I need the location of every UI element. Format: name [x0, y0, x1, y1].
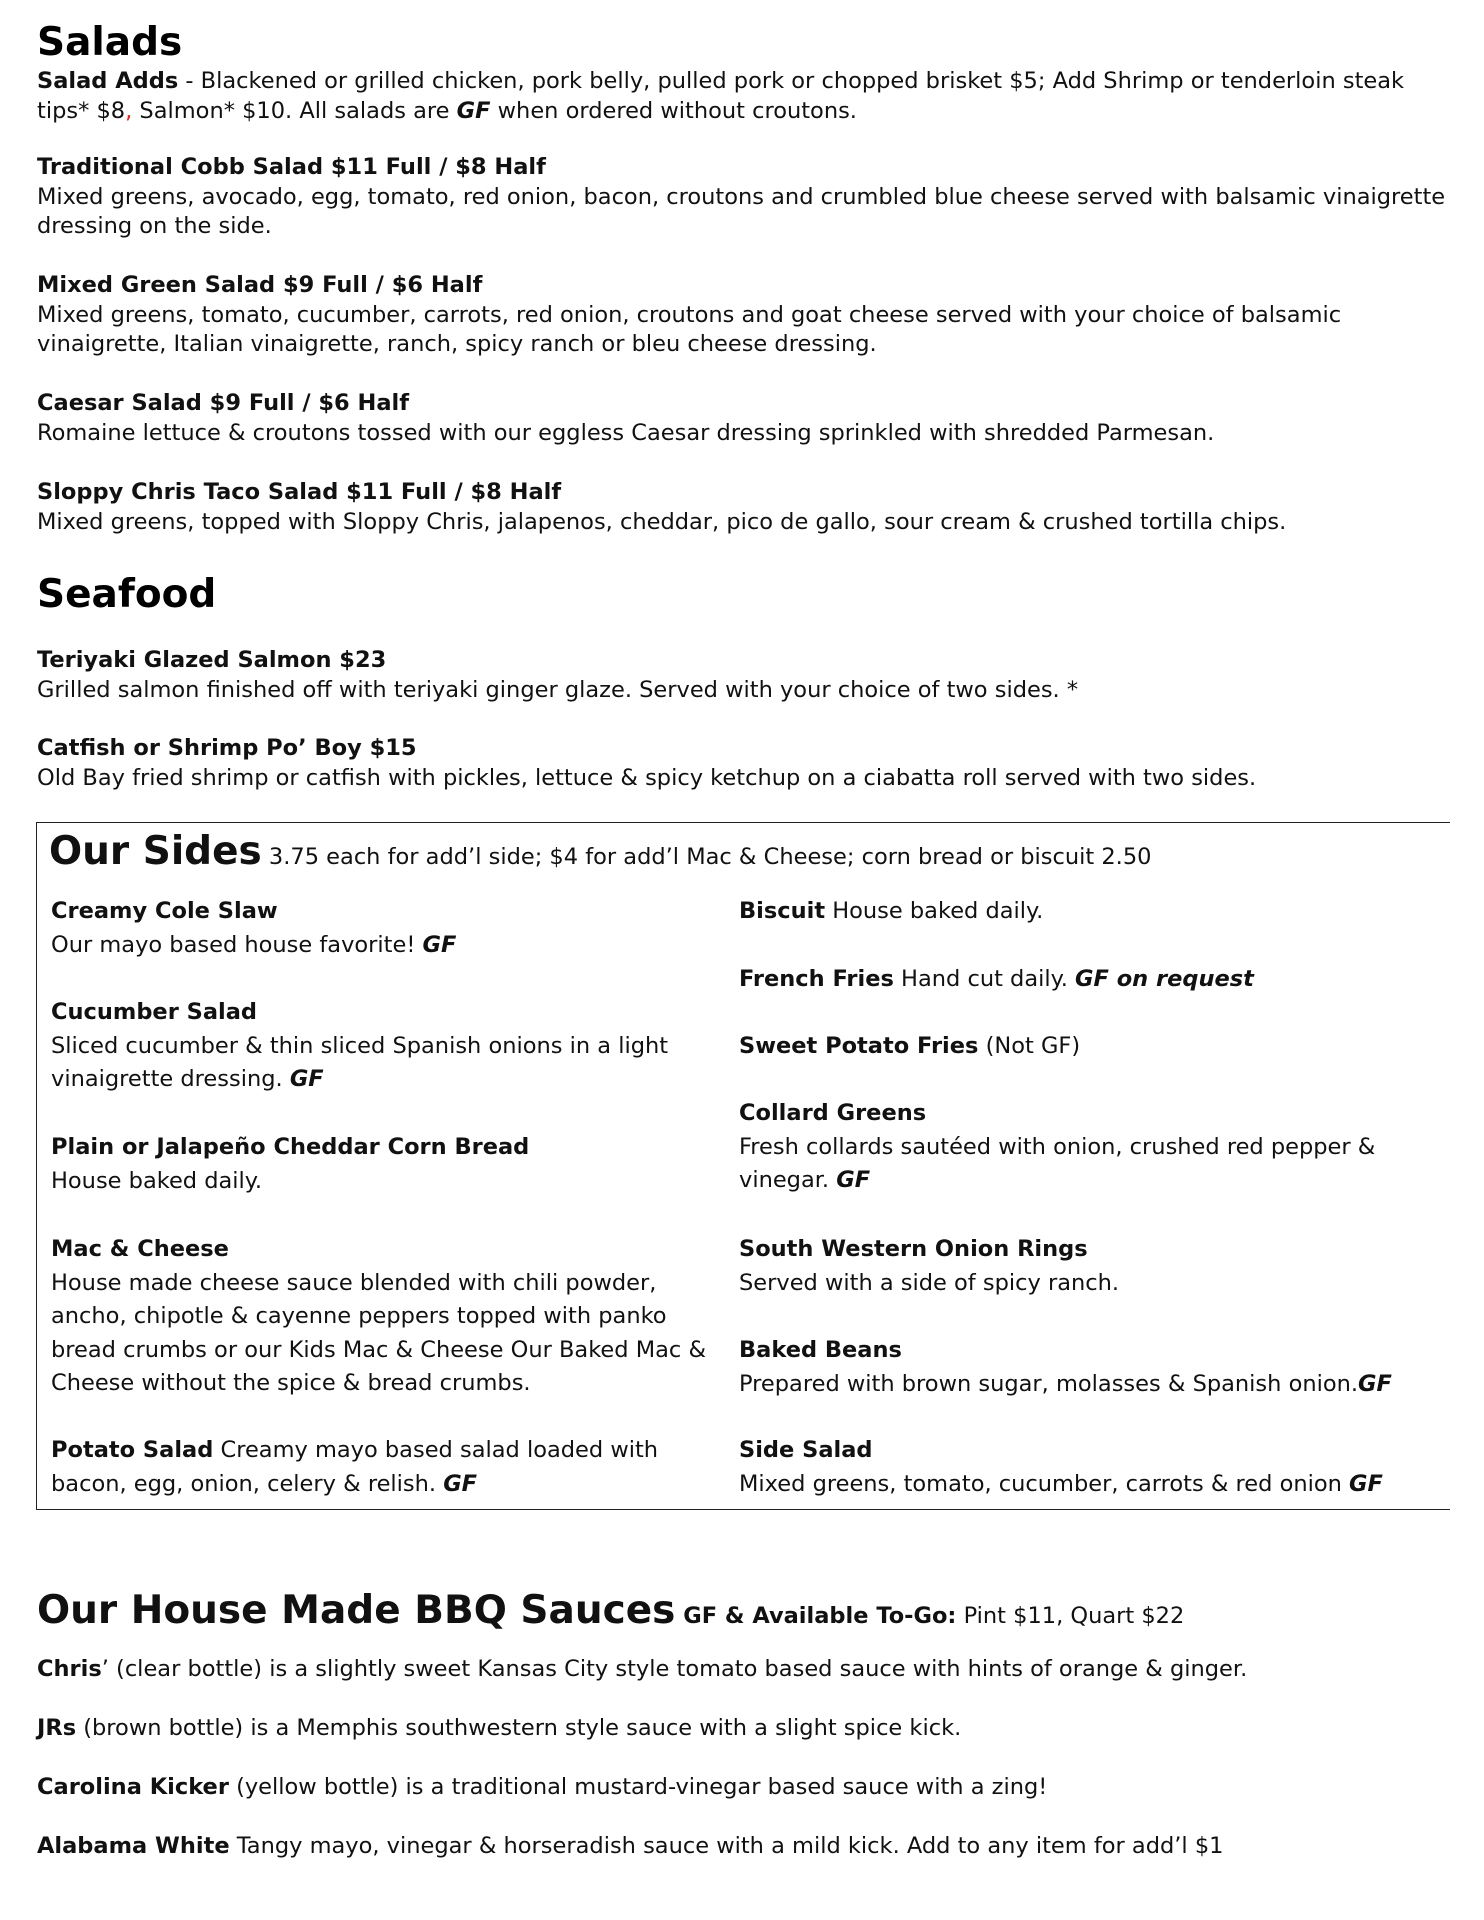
side-desc: Hand cut daily. — [893, 966, 1076, 992]
salad-adds-text-c: when ordered without croutons. — [490, 97, 857, 124]
side-name: Biscuit — [739, 898, 826, 924]
gf-tag: GF — [1349, 1470, 1383, 1497]
item-desc: Mixed greens, avocado, egg, tomato, red onion, bacon, croutons and crumbled blue cheese served with balsamic vinaigrette dressing on the side. — [37, 183, 1446, 239]
side-onion-rings — [739, 1233, 1449, 1300]
salad-adds-comma: , — [125, 97, 133, 124]
sauce-chris — [37, 1655, 1247, 1685]
item-desc: Old Bay fried shrimp or catfish with pickles, lettuce & spicy ketchup on a ciabatta roll served with two sides. — [37, 764, 1257, 791]
sauce-alabama-white — [37, 1832, 1223, 1862]
side-desc: Our mayo based house favorite! — [51, 931, 423, 958]
salad-adds-text-b: Salmon* $10. All salads are — [132, 97, 457, 124]
side-collard-greens — [739, 1097, 1449, 1198]
menu-item-caesar-salad — [37, 389, 1457, 448]
salads-heading: Salads — [37, 20, 183, 65]
menu-item-mixed-green-salad — [37, 271, 1457, 360]
sides-box — [36, 822, 1450, 1510]
sauce-desc: Tangy mayo, vinegar & horseradish sauce with a mild kick. Add to any item for add’l $1 — [229, 1833, 1224, 1859]
side-desc: House baked daily. — [51, 1167, 263, 1194]
side-baked-beans — [739, 1334, 1449, 1401]
sauce-name: Alabama White — [37, 1833, 230, 1859]
item-name: Caesar Salad $9 Full / $6 Half — [37, 390, 410, 416]
item-name: Teriyaki Glazed Salmon $23 — [37, 647, 387, 673]
side-name: Baked Beans — [739, 1337, 902, 1363]
menu-item-cobb-salad — [37, 153, 1457, 242]
item-name: Catfish or Shrimp Po’ Boy $15 — [37, 735, 417, 761]
side-corn-bread — [51, 1131, 731, 1198]
sauces-heading — [37, 1588, 1184, 1634]
item-name: Sloppy Chris Taco Salad $11 Full / $8 Half — [37, 479, 562, 505]
sides-title: Our Sides — [49, 829, 262, 874]
sauce-name: Chris — [37, 1656, 102, 1682]
sauces-title: Our House Made BBQ Sauces — [37, 1588, 676, 1633]
sauce-desc: (yellow bottle) is a traditional mustard-vinegar based sauce with a zing! — [228, 1774, 1048, 1800]
gf-tag: GF on request — [1075, 966, 1254, 992]
salad-adds-gf: GF — [456, 97, 491, 124]
side-name: Creamy Cole Slaw — [51, 898, 278, 924]
side-name: Collard Greens — [739, 1100, 927, 1126]
side-desc: (Not GF) — [978, 1033, 1081, 1059]
menu-item-teriyaki-salmon — [37, 646, 1457, 705]
gf-tag: GF — [443, 1470, 478, 1497]
item-desc: Mixed greens, topped with Sloppy Chris, jalapenos, cheddar, pico de gallo, sour cream & crushed tortilla chips. — [37, 508, 1287, 535]
side-name: Mac & Cheese — [51, 1236, 229, 1262]
menu-item-po-boy — [37, 734, 1457, 793]
sauce-jrs — [37, 1714, 961, 1744]
side-desc: Fresh collards sautéed with onion, crushed red pepper & vinegar. — [739, 1133, 1376, 1193]
side-biscuit — [739, 895, 1449, 929]
side-potato-salad — [51, 1434, 731, 1501]
side-desc: House made cheese sauce blended with chili powder, ancho, chipotle & cayenne peppers topped with panko bread crumbs or our Kids Mac & Cheese Our Baked Mac & Cheese without the spice & bread crumbs. — [51, 1269, 706, 1396]
sides-pricing-note: 3.75 each for add’l side; $4 for add’l Mac & Cheese; corn bread or biscuit 2.50 — [261, 844, 1152, 870]
sauce-carolina-kicker — [37, 1773, 1047, 1803]
gf-tag: GF — [422, 931, 457, 958]
side-desc: Served with a side of spicy ranch. — [739, 1269, 1120, 1296]
sides-heading — [49, 829, 1151, 875]
side-name: Sweet Potato Fries — [739, 1033, 979, 1059]
sauces-note-bold: GF & Available To-Go: — [675, 1603, 957, 1629]
gf-tag: GF — [289, 1066, 324, 1092]
salad-adds — [37, 67, 1457, 126]
item-name: Traditional Cobb Salad $11 Full / $8 Half — [37, 154, 546, 180]
side-desc: Creamy mayo based salad loaded with bacon, egg, onion, celery & relish. — [51, 1437, 659, 1497]
item-desc: Romaine lettuce & croutons tossed with our eggless Caesar dressing sprinkled with shredded Parmesan. — [37, 419, 1215, 446]
side-cole-slaw — [51, 895, 731, 962]
sauce-name: Carolina Kicker — [37, 1774, 229, 1800]
side-name: Potato Salad — [51, 1437, 214, 1463]
item-desc: Grilled salmon finished off with teriyaki ginger glaze. Served with your choice of two sides. * — [37, 676, 1079, 703]
side-name: South Western Onion Rings — [739, 1236, 1088, 1262]
item-name: Mixed Green Salad $9 Full / $6 Half — [37, 272, 483, 298]
side-mac-and-cheese — [51, 1233, 731, 1401]
sauce-desc: ’ (clear bottle) is a slightly sweet Kansas City style tomato based sauce with hints of orange & ginger. — [101, 1656, 1248, 1682]
sauce-desc: (brown bottle) is a Memphis southwestern style sauce with a slight spice kick. — [76, 1715, 962, 1741]
side-name: Plain or Jalapeño Cheddar Corn Bread — [51, 1134, 530, 1160]
side-sweet-potato-fries — [739, 1030, 1449, 1064]
menu-item-taco-salad — [37, 478, 1457, 537]
side-desc: Mixed greens, tomato, cucumber, carrots & red onion — [739, 1470, 1350, 1497]
salad-adds-text: - Blackened or grilled chicken, pork belly, pulled pork or chopped brisket $5; Add Shrimp or tenderloin steak tips* $8 — [37, 68, 1405, 124]
gf-tag: GF — [1358, 1370, 1392, 1397]
seafood-heading: Seafood — [37, 572, 217, 617]
sauce-name: JRs — [37, 1715, 77, 1741]
side-desc: Sliced cucumber & thin sliced Spanish onions in a light vinaigrette dressing. — [51, 1032, 669, 1092]
side-french-fries — [739, 963, 1449, 997]
side-desc: Prepared with brown sugar, molasses & Spanish onion. — [739, 1370, 1359, 1397]
side-name: Cucumber Salad — [51, 999, 258, 1025]
salad-adds-label: Salad Adds — [37, 68, 179, 94]
sauces-note: Pint $11, Quart $22 — [956, 1603, 1185, 1629]
side-side-salad — [739, 1434, 1449, 1501]
side-desc: House baked daily. — [825, 898, 1044, 924]
item-desc: Mixed greens, tomato, cucumber, carrots, red onion, croutons and goat cheese served with your choice of balsamic vinaigrette, Italian vinaigrette, ranch, spicy ranch or bleu cheese dressing. — [37, 301, 1342, 357]
side-cucumber-salad — [51, 996, 731, 1097]
side-name: French Fries — [739, 966, 894, 992]
gf-tag: GF — [836, 1167, 871, 1193]
side-name: Side Salad — [739, 1437, 873, 1463]
